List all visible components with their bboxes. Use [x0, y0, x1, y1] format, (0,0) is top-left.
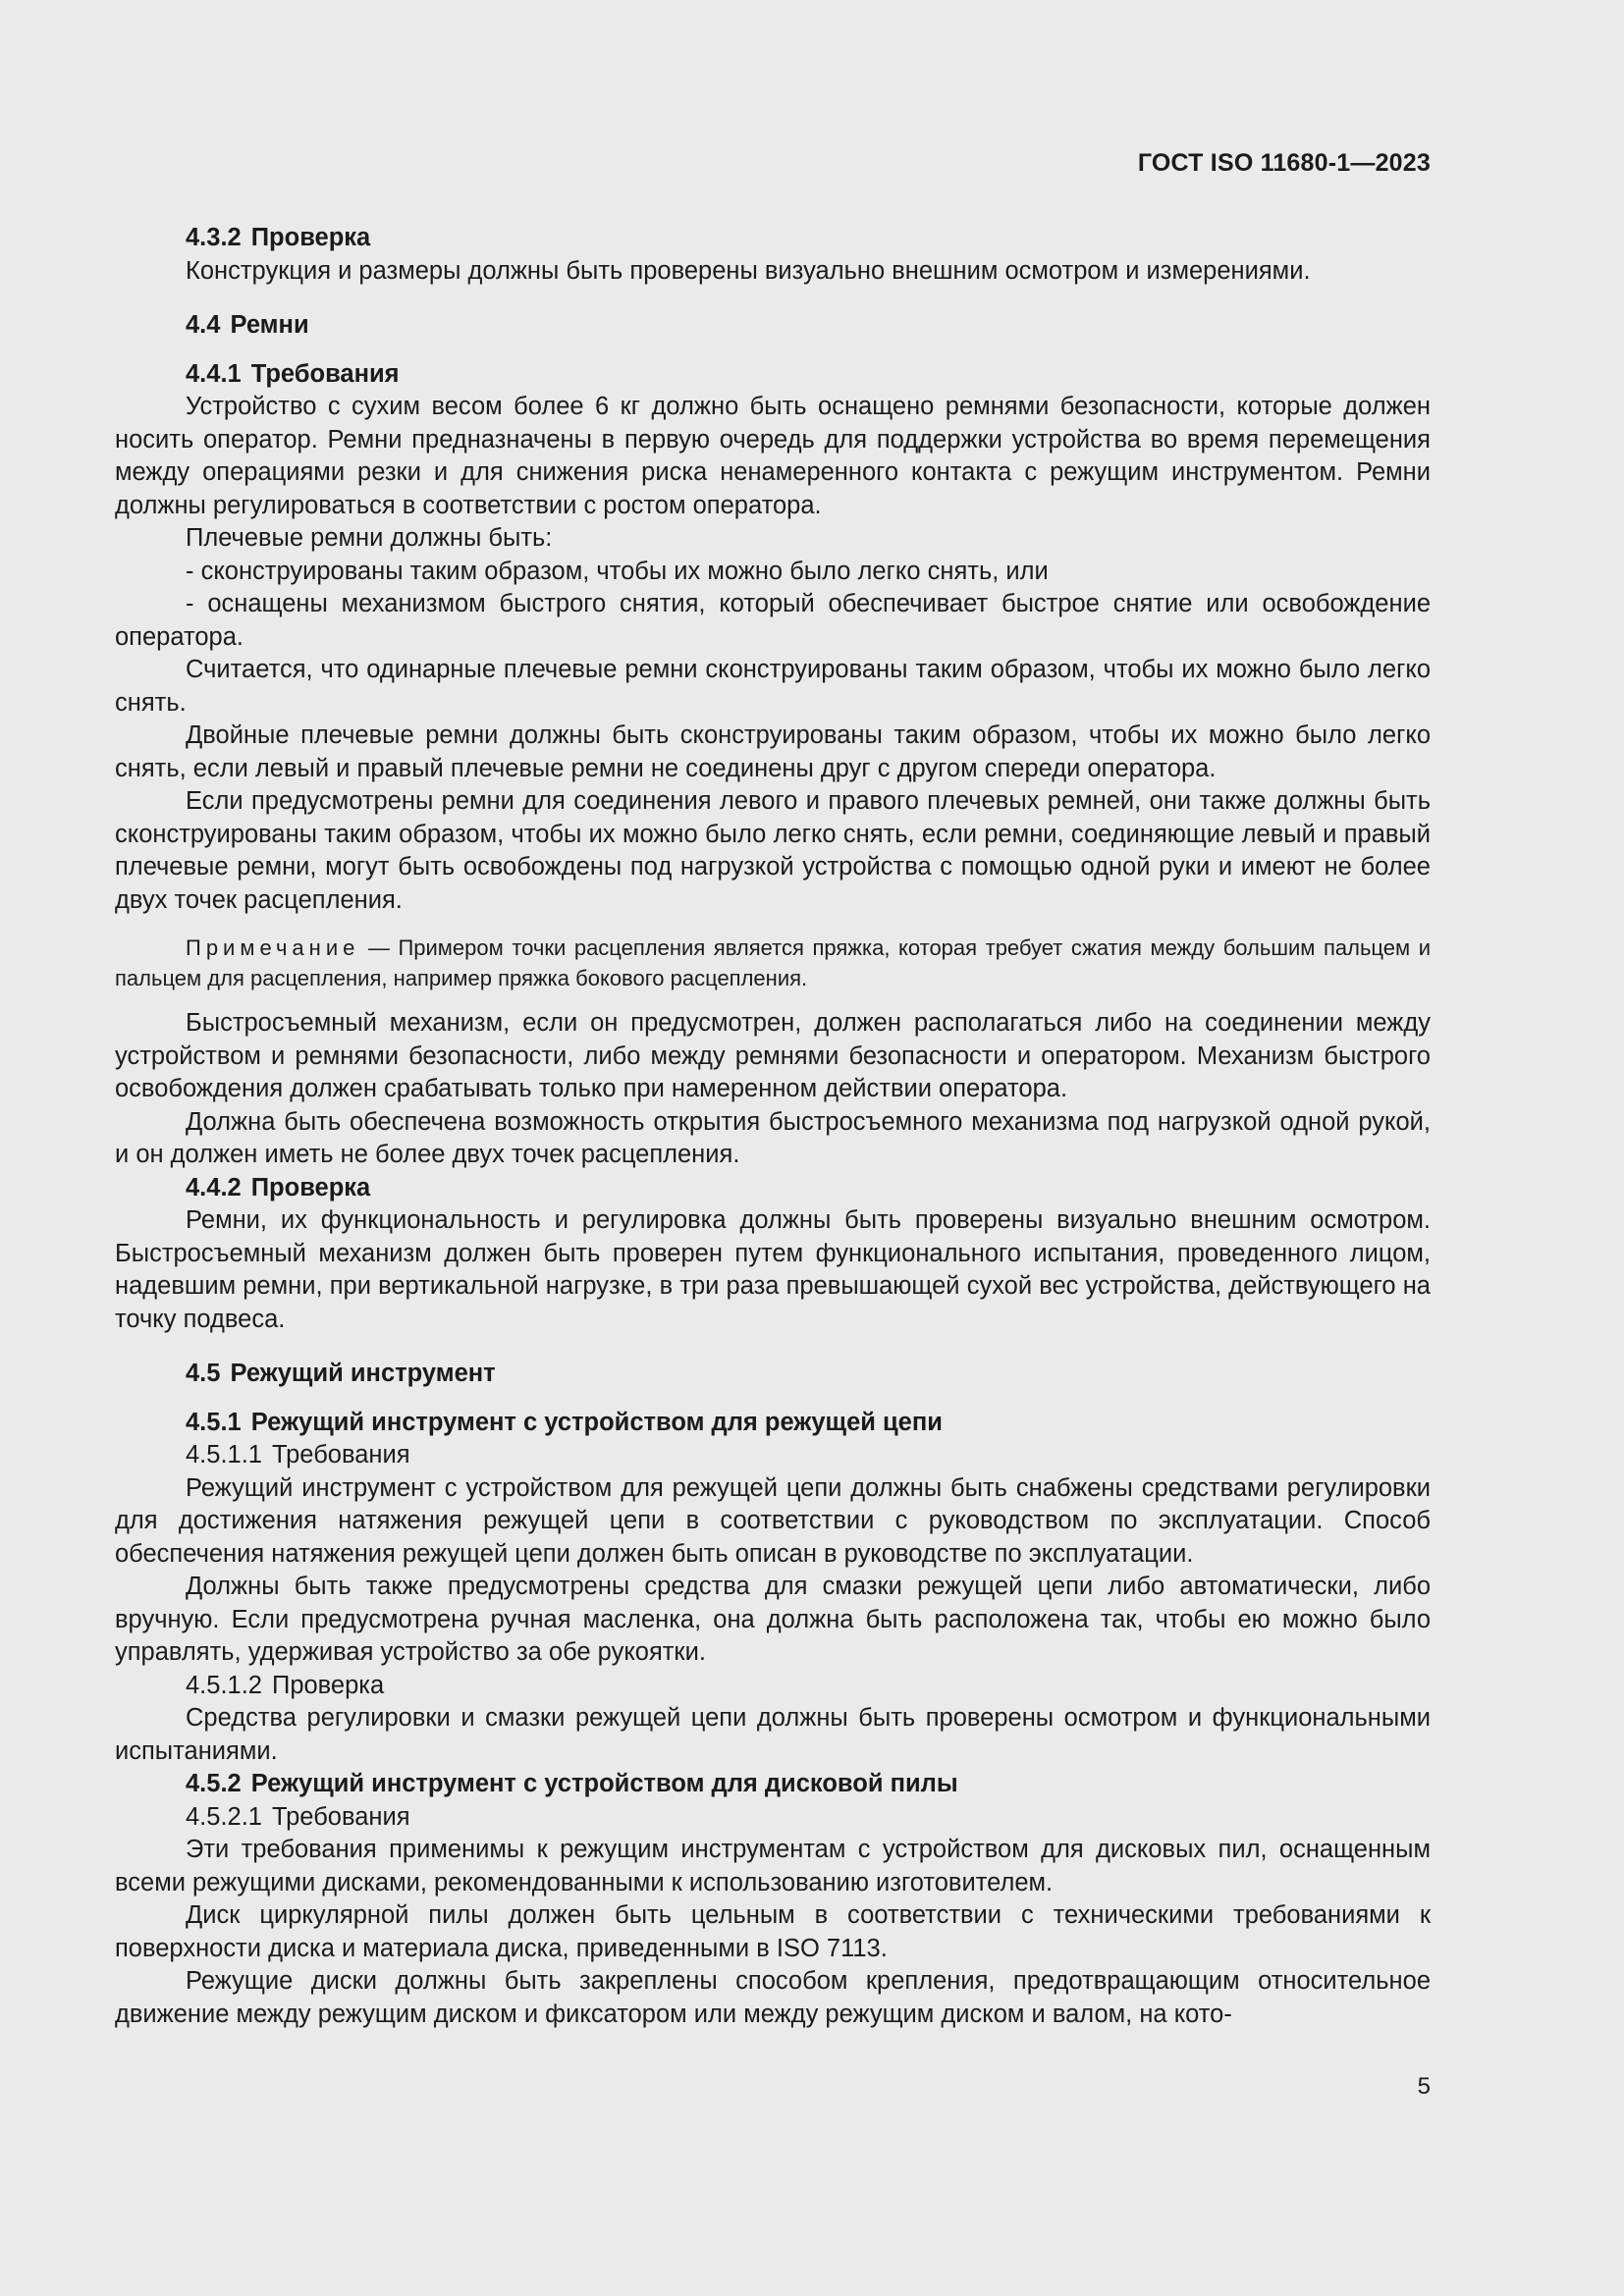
- heading-4-5-1-2: 4.5.1.2 Проверка: [186, 1671, 385, 1699]
- note-text: — Примером точки расцепления является пряжка, которая требует сжатия между большим пальцем и пальцем для расцепления, например пряжка бокового расцепления.: [115, 935, 1431, 990]
- paragraph: Режущий инструмент с устройством для режущей цепи должны быть снабжены средствами регулировки для достижения натяжения режущей цепи в соответствии с руководством по эксплуатации. Способ обеспечения натяжения режущей цепи должен быть описан в руководстве по эксплуатации.: [115, 1473, 1431, 1568]
- paragraph: Считается, что одинарные плечевые ремни сконструированы таким образом, чтобы их можно было легко снять.: [115, 656, 1431, 717]
- paragraph: Устройство с сухим весом более 6 кг должно быть оснащено ремнями безопасности, которые должен носить оператор. Ремни предназначены в первую очередь для поддержки устройства во время перемещения между операциями резки и для снижения риска ненамеренного контакта с режущим инструментом. Ремни должны регулироваться в соответствии с ростом оператора.: [115, 393, 1431, 519]
- note-label: Примечание: [186, 935, 360, 960]
- heading-4-5-1: 4.5.1 Режущий инструмент с устройством для режущей цепи: [186, 1408, 943, 1436]
- paragraph: Режущие диски должны быть закреплены способом крепления, предотвращающим относительное движение между режущим диском и фиксатором или между режущим диском и валом, на кото-: [115, 1967, 1431, 2028]
- paragraph: Должна быть обеспечена возможность открытия быстросъемного механизма под нагрузкой одной рукой, и он должен иметь не более двух точек расцепления.: [115, 1107, 1431, 1168]
- list-item: - сконструированы таким образом, чтобы их можно было легко снять, или: [186, 557, 1049, 585]
- note: [115, 933, 1431, 993]
- paragraph: Если предусмотрены ремни для соединения левого и правого плечевых ремней, они также должны быть сконструированы таким образом, чтобы их можно было легко снять, если ремни, соединяющие левый и правый плечевые ремни, могут быть освобождены под нагрузкой устройства с помощью одной руки и имеют не более двух точек расцепления.: [115, 787, 1431, 914]
- heading-4-4: 4.4 Ремни: [186, 311, 309, 339]
- page-number: 5: [1417, 2073, 1431, 2100]
- paragraph: Должны быть также предусмотрены средства для смазки режущей цепи либо автоматически, либо вручную. Если предусмотрена ручная масленка, она должна быть расположена так, чтобы ею можно было управлять, удерживая устройство за обе рукоятки.: [115, 1573, 1431, 1666]
- heading-4-3-2: 4.3.2 Проверка: [186, 224, 371, 251]
- heading-4-5-2-1: 4.5.2.1 Требования: [186, 1802, 410, 1831]
- document-body: [115, 222, 1431, 2031]
- paragraph: Быстросъемный механизм, если он предусмотрен, должен располагаться либо на соединении между устройством и ремнями безопасности, либо между ремнями безопасности и оператором. Механизм быстрого освобождения должен срабатывать только при намеренном действии оператора.: [115, 1009, 1431, 1102]
- list-item: - оснащены механизмом быстрого снятия, который обеспечивает быстрое снятие или освобождение оператора.: [115, 590, 1431, 651]
- paragraph: Плечевые ремни должны быть:: [186, 524, 553, 552]
- paragraph: Ремни, их функциональность и регулировка должны быть проверены визуально внешним осмотром. Быстросъемный механизм должен быть проверен путем функционального испытания, проведенного лицом, надевшим ремни, при вертикальной нагрузке, в три раза превышающей сухой вес устройства, действующего на точку подвеса.: [115, 1206, 1431, 1333]
- paragraph: Конструкция и размеры должны быть проверены визуально внешним осмотром и измерениями.: [186, 256, 1311, 285]
- paragraph: Двойные плечевые ремни должны быть сконструированы таким образом, чтобы их можно было легко снять, если левый и правый плечевые ремни не соединены друг с другом спереди оператора.: [115, 721, 1431, 782]
- heading-4-5-1-1: 4.5.1.1 Требования: [186, 1441, 410, 1468]
- heading-4-4-1: 4.4.1 Требования: [186, 359, 400, 388]
- heading-4-5-2: 4.5.2 Режущий инструмент с устройством для дисковой пилы: [186, 1770, 958, 1797]
- heading-4-4-2: 4.4.2 Проверка: [186, 1173, 371, 1201]
- paragraph: Диск циркулярной пилы должен быть цельным в соответствии с техническими требованиями к поверхности диска и материала диска, приведенными в ISO 7113.: [115, 1901, 1431, 1962]
- document-header: ГОСТ ISO 11680-1—2023: [1137, 149, 1431, 177]
- paragraph: Эти требования применимы к режущим инструментам с устройством для дисковых пил, оснащенным всеми режущими дисками, рекомендованными к использованию изготовителем.: [115, 1836, 1431, 1896]
- paragraph: Средства регулировки и смазки режущей цепи должны быть проверены осмотром и функциональными испытаниями.: [115, 1704, 1431, 1765]
- heading-4-5: 4.5 Режущий инструмент: [186, 1360, 496, 1387]
